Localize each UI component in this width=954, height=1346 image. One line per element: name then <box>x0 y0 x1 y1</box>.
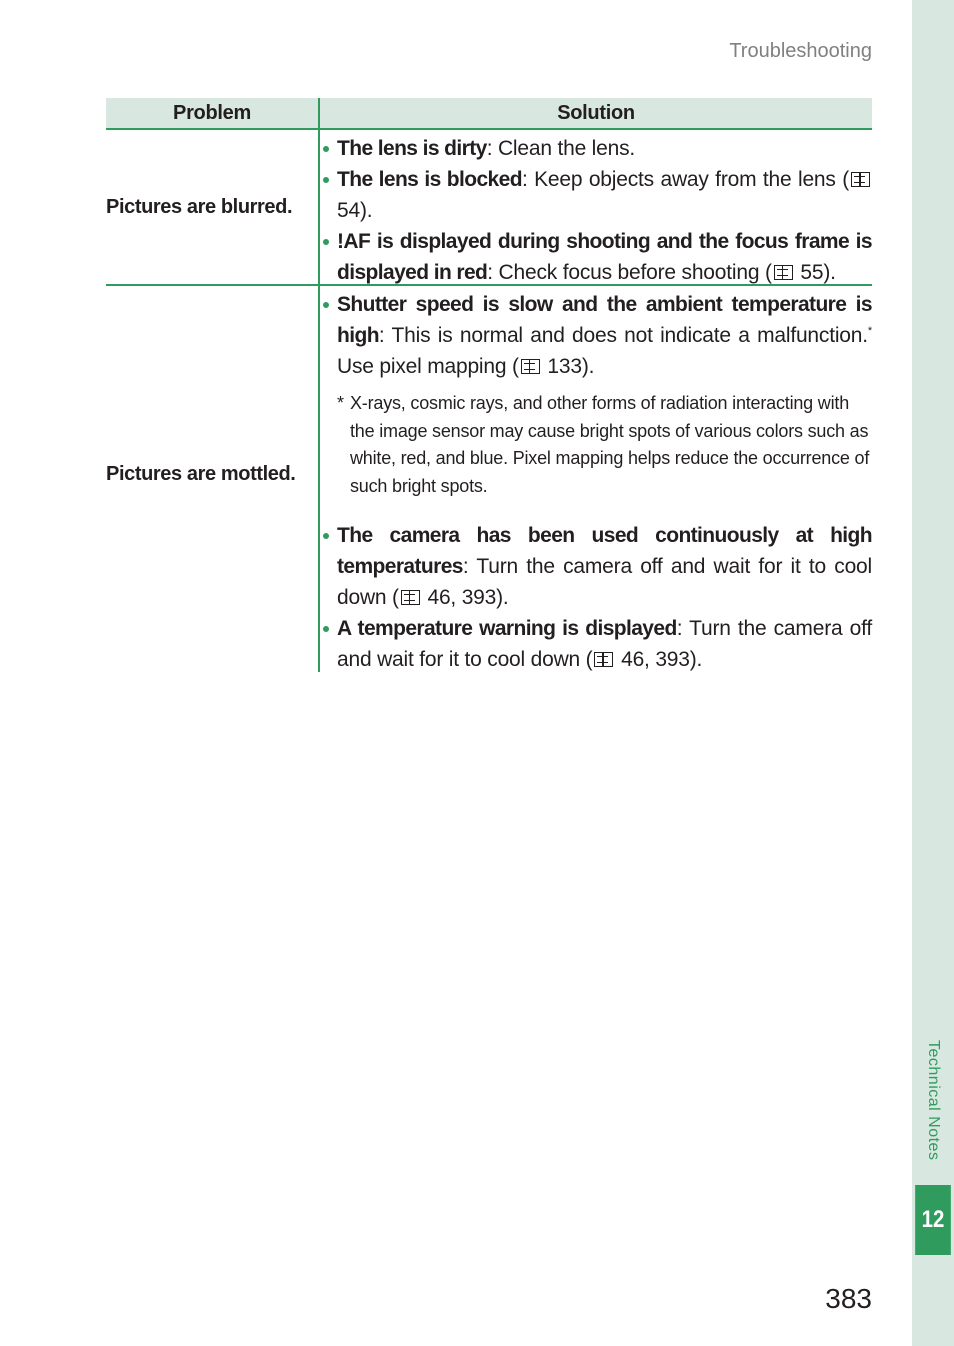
solution-bullet <box>320 613 872 675</box>
bullet-text: : Check focus before shooting ( <box>487 261 772 284</box>
solution-bullet <box>320 289 872 382</box>
bullet-heading: A temperature warning is displayed <box>337 617 677 640</box>
table-row <box>106 286 872 672</box>
chapter-tab[interactable]: 12 <box>915 1185 951 1255</box>
section-label: Technical Notes <box>925 1039 942 1161</box>
bullet-text: : Turn the camera off and wait for it to cool down ( <box>337 555 872 609</box>
bullet-text: : Clean the lens. <box>486 137 636 160</box>
bullet-heading: The lens is blocked <box>337 168 522 191</box>
footnote-text: X-rays, cosmic rays, and other forms of radiation interacting with the image sensor may cause bright spots of various colors such as white, red, and blue. Pixel mapping helps reduce the occurrence of such bright spots. <box>350 393 870 496</box>
bullet-heading: The lens is dirty <box>337 137 487 160</box>
solution-cell <box>318 286 872 672</box>
footnote-mark: * <box>337 393 344 413</box>
page-reference[interactable]: 54). <box>337 199 373 222</box>
header-problem: Problem <box>173 101 251 124</box>
running-head: Troubleshooting <box>729 40 872 62</box>
page-reference[interactable]: 46, 393). <box>421 586 509 609</box>
book-icon <box>851 172 870 187</box>
solution-bullet <box>320 164 872 226</box>
book-icon <box>594 652 613 667</box>
bullet-heading: AF is displayed during shooting and the focus frame is displayed in red <box>337 230 872 284</box>
bullet-heading: Shutter speed is slow and the ambient temperature is high <box>337 293 872 347</box>
header-solution: Solution <box>318 98 872 128</box>
problem-cell: Pictures are blurred. <box>106 195 293 218</box>
focus-warning-icon: ! <box>337 230 344 253</box>
footnote-marker: * <box>867 325 872 337</box>
table-header <box>106 98 872 130</box>
solution-cell <box>318 130 872 284</box>
book-icon <box>774 265 793 280</box>
page-reference[interactable]: 55). <box>794 261 836 284</box>
problem-cell: Pictures are mottled. <box>106 462 296 485</box>
solution-bullet <box>320 226 872 288</box>
page-reference[interactable]: 133). <box>541 355 595 378</box>
table-row <box>106 130 872 286</box>
bullet-text: : This is normal and does not indicate a malfunction. <box>378 324 868 347</box>
book-icon <box>401 590 420 605</box>
troubleshooting-table <box>106 98 872 672</box>
bullet-text: : Turn the camera off and wait for it to cool down ( <box>337 617 872 671</box>
solution-bullet <box>320 520 872 613</box>
page-number: 383 <box>825 1283 872 1314</box>
bullet-heading: The camera has been used continuously at high temperatures <box>337 524 872 578</box>
footnote <box>320 390 872 500</box>
bullet-text: Use pixel mapping ( <box>337 355 519 378</box>
page-reference[interactable]: 46, 393). <box>615 648 703 671</box>
solution-bullet <box>320 133 872 164</box>
book-icon <box>521 359 540 374</box>
bullet-text: : Keep objects away from the lens ( <box>521 168 849 191</box>
